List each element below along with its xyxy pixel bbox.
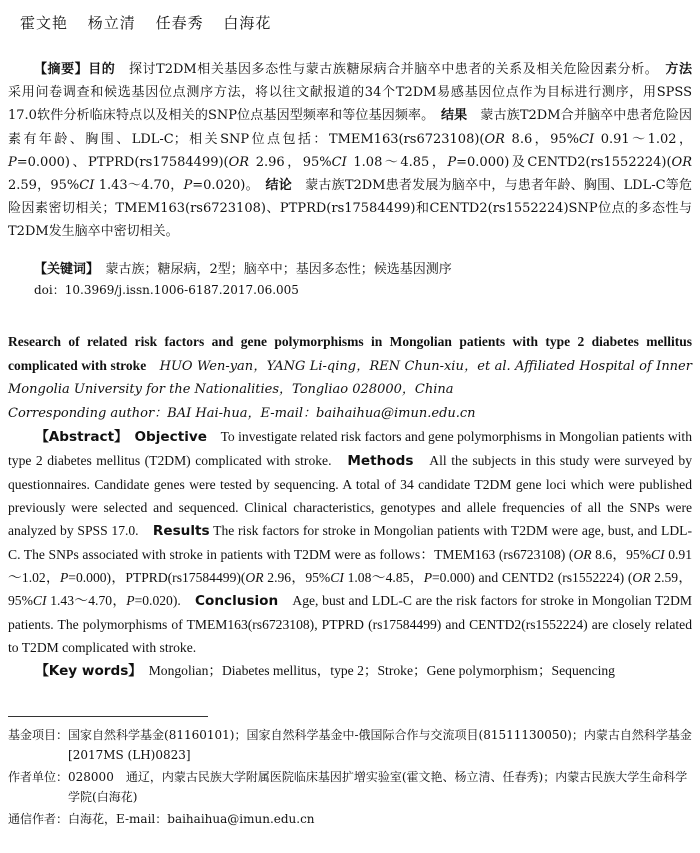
results-text: 蒙古族T2DM合并脑卒中患者危险因素有年龄、胸围、LDL-C；相关SNP位点包括：TMEM163(rs6723108)(OR 8.6，95%CI 0.91～1.02，P=0.000)、PTPRD(rs17584499)(OR 2.96，95%CI 1.08～4.85，P=0.000)及CENTD2(rs1552224)(OR 2.59，95%CI 1.43～4.70，P=0.020)。 — [8, 108, 693, 194]
english-conclusion-text: Age, bust and LDL-C are the risk factors for stroke in Mongolian T2DM patients. The polymorphisms of TMEM163(rs6723108), PTPRD (rs17584499) and CENTD2(rs1552224) are closely related to T2DM complicated with stroke. — [8, 592, 692, 655]
keywords-label: 【关键词】 — [34, 262, 93, 277]
author-name: 白海花 — [223, 14, 272, 32]
footnote-corresponding — [8, 809, 692, 829]
chinese-abstract — [8, 58, 692, 244]
author-name: 任春秀 — [155, 14, 204, 32]
author-name: 杨立清 — [87, 14, 136, 32]
english-conclusion-label: Conclusion — [195, 592, 279, 609]
footnotes — [8, 725, 692, 831]
objective-label: 目的 — [88, 62, 116, 77]
english-methods-text: All the subjects in this study were surveyed by questionnaires. Candidate genes were tested by sequencing. A total of 34 candidate T2DM gene loci which were published previously were selected and sequenced. Clinical characteristics, genotypes and allele frequencies of all the SNPs were analyzed by SPSS 17.0. — [8, 452, 693, 538]
english-objective-text: To investigate related risk factors and gene polymorphisms in Mongolian patients with type 2 diabetes mellitus (T2DM) complicated with stroke. — [8, 428, 693, 468]
english-affiliation: HUO Wen-yan，YANG Li-qing，REN Chun-xiu，et al. Affiliated Hospital of Inner Mongolia University for the Nationalities，Tongliao 028000，China — [8, 359, 692, 398]
keywords-text: 蒙古族；糖尿病，2型；脑卒中；基因多态性；候选基因测序 — [105, 262, 452, 277]
chinese-keywords — [8, 258, 692, 281]
english-abstract-section — [8, 330, 692, 683]
methods-text: 采用问卷调查和候选基因位点测序方法，将以往文献报道的34个T2DM易感基因位点作为目标进行测序，用SPSS 17.0软件分析临床特点以及相关的SNP位点基因型频率和等位基因频率。 — [8, 85, 692, 124]
footnote-funding — [8, 725, 692, 765]
doi: doi：10.3969/j.issn.1006-6187.2017.06.005 — [34, 283, 299, 297]
english-keywords-text: Mongolian；Diabetes mellitus，type 2；Stroke；Gene polymorphism；Sequencing — [148, 662, 615, 678]
results-label: 结果 — [440, 108, 468, 124]
methods-label: 方法 — [665, 62, 692, 77]
conclusion-text: 蒙古族T2DM患者发展为脑卒中，与患者年龄、胸围、LDL-C等危险因素密切相关；TMEM163(rs6723108)、PTPRD(rs17584499)和CENTD2(rs1552224)SNP位点的多态性与T2DM发生脑卒中密切相关。 — [8, 178, 692, 240]
funding-label: 基金项目： — [8, 728, 69, 742]
funding-text: 国家自然科学基金(81160101)；国家自然科学基金中-俄国际合作与交流项目(81511130050)；内蒙古自然科学基金[2017MS (LH)0823] — [68, 728, 692, 762]
chinese-abstract-paragraph — [8, 58, 692, 244]
english-title: Research of related risk factors and gene polymorphisms in Mongolian patients with type 2 diabetes mellitus complicated with stroke — [8, 334, 692, 374]
footnote-affiliation — [8, 767, 692, 807]
english-results-text: The risk factors for stroke in Mongolian patients with T2DM were age, bust, and LDL-C. The SNPs associated with stroke in patients with T2DM were as follows：TMEM163 (rs6723108) (OR 8.6，95%CI 0.91～1.02，P=0.000)，PTPRD(rs17584499)(OR 2.96，95%CI 1.08～4.85，P=0.000) and CENTD2 (rs1552224) (OR 2.59，95%CI 1.43～4.70，P=0.020). — [8, 522, 693, 608]
english-abstract — [8, 425, 692, 659]
english-abstract-label: 【Abstract】 — [35, 428, 121, 445]
english-results-label: Results — [152, 522, 210, 539]
footnote-divider — [8, 716, 208, 717]
corresponding-label: 通信作者： — [8, 812, 69, 826]
affiliation-text: 028000 通辽，内蒙古民族大学附属医院临床基因扩增实验室(霍文艳、杨立清、任春秀)；内蒙古民族大学生命科学学院(白海花) — [68, 770, 688, 804]
english-corresponding-author: Corresponding author：BAI Hai-hua，E-mail：baihaihua@imun.edu.cn — [8, 405, 476, 421]
corresponding-text: 白海花，E-mail：baihaihua@imun.edu.cn — [68, 812, 315, 826]
english-objective-label: Objective — [134, 428, 207, 445]
author-list — [20, 12, 285, 33]
english-keywords — [8, 659, 692, 683]
english-keywords-label: 【Key words】 — [35, 662, 136, 679]
english-methods-label: Methods — [347, 452, 414, 469]
abstract-label: 【摘要】 — [34, 62, 89, 77]
author-name: 霍文艳 — [20, 14, 69, 32]
english-heading — [8, 330, 692, 402]
objective-text: 探讨T2DM相关基因多态性与蒙古族糖尿病合并脑卒中患者的关系及相关危险因素分析。 — [128, 62, 652, 77]
conclusion-label: 结论 — [265, 178, 292, 194]
affiliation-label: 作者单位： — [8, 770, 69, 784]
